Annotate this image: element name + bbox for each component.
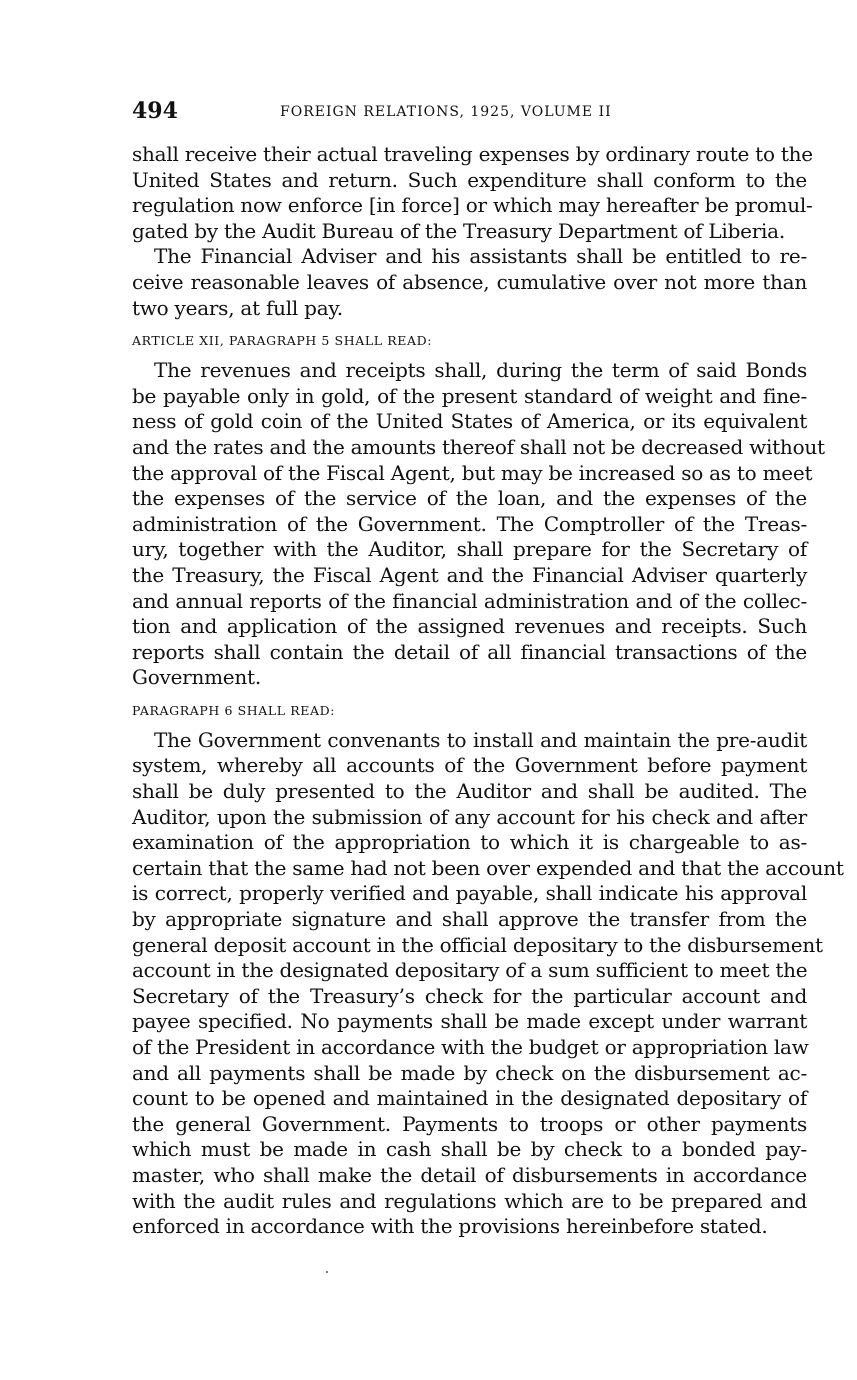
page-header: [132, 96, 807, 126]
text-line: ceive reasonable leaves of absence, cumulative over not more than: [132, 269, 807, 294]
text-line: enforced in accordance with the provisions hereinbefore stated.: [132, 1214, 768, 1239]
text-line: United States and return. Such expenditure shall conform to the: [132, 167, 807, 192]
text-line: which must be made in cash shall be by check to a bonded pay-: [132, 1137, 807, 1162]
paragraph-revenues-receipts: [132, 358, 825, 691]
page-number: 494: [132, 98, 178, 124]
text-line: tion and application of the assigned revenues and receipts. Such: [132, 614, 807, 639]
text-line: Secretary of the Treasury’s check for the particular account and: [132, 983, 807, 1008]
text-line: ness of gold coin of the United States of America, or its equivalent: [132, 409, 807, 434]
text-line: The Financial Adviser and his assistants shall be entitled to re-: [154, 244, 807, 269]
text-line: and all payments shall be made by check on the disbursement ac-: [132, 1060, 807, 1085]
text-line: and the rates and the amounts thereof shall not be decreased without: [132, 434, 825, 459]
text-line: The revenues and receipts shall, during the term of said Bonds: [154, 358, 807, 383]
paragraph-pre-audit-system: [132, 727, 844, 1240]
text-line: Government.: [132, 665, 261, 690]
text-line: shall be duly presented to the Auditor and shall be audited. The: [132, 779, 807, 804]
text-line: gated by the Audit Bureau of the Treasury Department of Liberia.: [132, 218, 785, 243]
body-text: [132, 142, 844, 1240]
text-line: certain that the same had not been over expended and that the account: [132, 855, 844, 880]
text-line: and annual reports of the financial administration and of the collec-: [132, 588, 807, 613]
text-line: with the audit rules and regulations which are to be prepared and: [132, 1188, 807, 1213]
paragraph-leaves-of-absence: [132, 244, 807, 321]
text-line: the Treasury, the Fiscal Agent and the Financial Adviser quarterly: [132, 562, 807, 587]
running-head: FOREIGN RELATIONS, 1925, VOLUME II: [280, 104, 612, 120]
text-line: general deposit account in the official depositary to the disbursement: [132, 932, 823, 957]
text-line: examination of the appropriation to which it is chargeable to as-: [132, 830, 807, 855]
text-line: regulation now enforce [in force] or which may hereafter be promul-: [132, 193, 813, 218]
text-line: The Government convenants to install and maintain the pre-audit: [154, 727, 807, 752]
text-line: the approval of the Fiscal Agent, but may be increased so as to meet: [132, 460, 813, 485]
text-line: ury, together with the Auditor, shall prepare for the Secretary of: [132, 537, 807, 562]
text-line: master, who shall make the detail of disbursements in accordance: [132, 1162, 807, 1187]
text-line: count to be opened and maintained in the designated depositary of: [132, 1086, 807, 1111]
text-line: account in the designated depositary of a sum sufficient to meet the: [132, 958, 808, 983]
text-line: Auditor, upon the submission of any account for his check and after: [132, 804, 807, 829]
text-line: shall receive their actual traveling expenses by ordinary route to the: [132, 142, 813, 166]
stray-dot-mark: [326, 1271, 328, 1273]
text-line: by appropriate signature and shall approve the transfer from the: [132, 907, 807, 932]
text-line: two years, at full pay.: [132, 295, 343, 320]
text-line: the general Government. Payments to troops or other payments: [132, 1111, 807, 1136]
text-line: reports shall contain the detail of all financial transactions of the: [132, 639, 807, 664]
paragraph-travel-expenses: [132, 142, 813, 244]
text-line: the expenses of the service of the loan, and the expenses of the: [132, 486, 807, 511]
text-line: be payable only in gold, of the present standard of weight and fine-: [132, 383, 807, 408]
text-line: is correct, properly verified and payable, shall indicate his approval: [132, 881, 807, 906]
text-line: payee specified. No payments shall be made except under warrant: [132, 1009, 807, 1034]
text-line: administration of the Government. The Comptroller of the Treas-: [132, 511, 807, 536]
text-line: of the President in accordance with the budget or appropriation law: [132, 1035, 809, 1059]
section-heading-article-xii: ARTICLE XII, PARAGRAPH 5 SHALL READ:: [132, 333, 433, 349]
text-line: system, whereby all accounts of the Government before payment: [132, 753, 807, 778]
section-heading-paragraph-6: PARAGRAPH 6 SHALL READ:: [132, 702, 336, 718]
